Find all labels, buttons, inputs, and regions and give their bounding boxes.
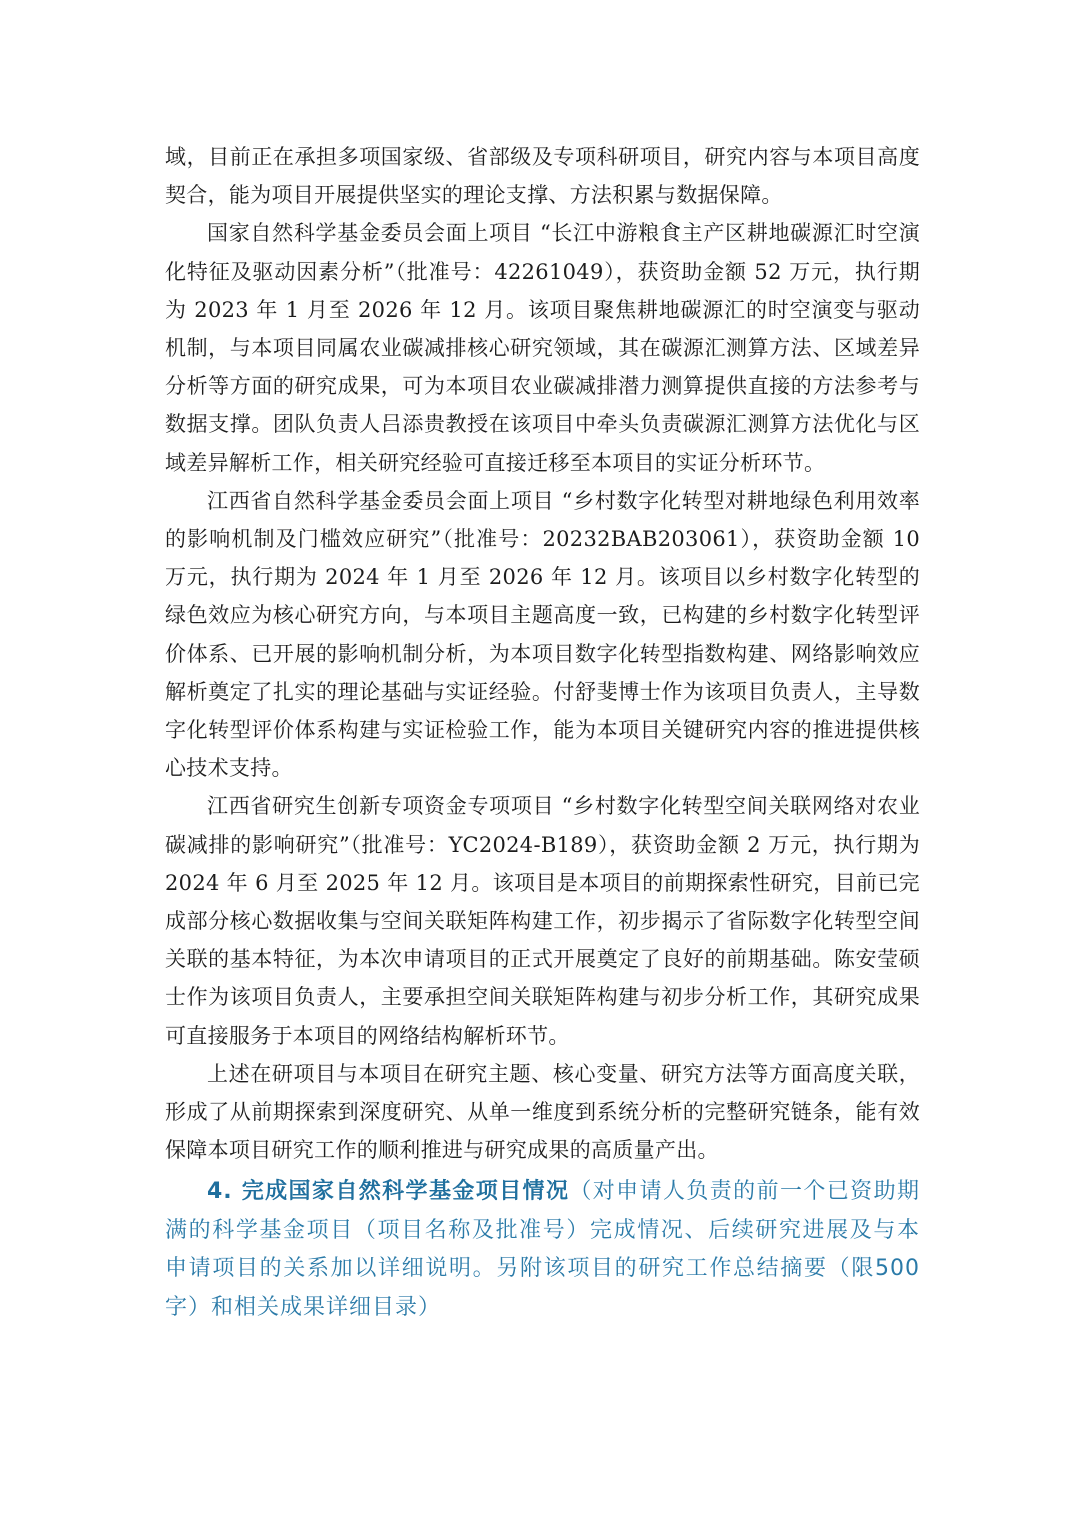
paragraph-continuation: 域，目前正在承担多项国家级、省部级及专项科研项目，研究内容与本项目高度契合，能为项目开展提供坚实的理论支撑、方法积累与数据保障。 [165, 145, 920, 208]
section-4-heading: 4. 完成国家自然科学基金项目情况 [207, 1179, 570, 1205]
paragraph-graduate-innovation-project: 江西省研究生创新专项资金专项项目 “乡村数字化转型空间关联网络对农业碳减排的影响研究”（批准号：YC2024-B189），获资助金额 2 万元，执行期为 2024 年 6 月至 2025 年 12 月。该项目是本项目的前期探索性研究，目前已完成部分核心数据收集与空间关联矩阵构建工作，初步揭示了省际数字化转型空间关联的基本特征，为本次申请项目的正式开展奠定了良好的前期基础。陈安莹硕士作为该项目负责人，主要承担空间关联矩阵构建与初步分析工作，其研究成果可直接服务于本项目的网络结构解析环节。 [165, 794, 920, 1048]
paragraph-summary: 上述在研项目与本项目在研究主题、核心变量、研究方法等方面高度关联，形成了从前期探索到深度研究、从单一维度到系统分析的完整研究链条，能有效保障本项目研究工作的顺利推进与研究成果的高质量产出。 [165, 1061, 920, 1163]
section-4-description: （对申请人负责的前一个已资助期满的科学基金项目（项目名称及批准号）完成情况、后续研究进展及与本申请项目的关系加以详细说明。另附该项目的研究工作总结摘要（限500字）和相关成果详细目录） [165, 1179, 920, 1320]
document-body [165, 138, 920, 1327]
paragraph-jiangxi-nsf-project: 江西省自然科学基金委员会面上项目 “乡村数字化转型对耕地绿色利用效率的影响机制及门槛效应研究”（批准号：20232BAB203061），获资助金额 10 万元，执行期为 2024 年 1 月至 2026 年 12 月。该项目以乡村数字化转型的绿色效应为核心研究方向，与本项目主题高度一致，已构建的乡村数字化转型评价体系、已开展的影响机制分析，为本项目数字化转型指数构建、网络影响效应解析奠定了扎实的理论基础与实证经验。付舒斐博士作为该项目负责人，主导数字化转型评价体系构建与实证检验工作，能为本项目关键研究内容的推进提供核心技术支持。 [165, 488, 920, 781]
paragraph-nsfc-project: 国家自然科学基金委员会面上项目 “长江中游粮食主产区耕地碳源汇时空演化特征及驱动因素分析”（批准号：42261049），获资助金额 52 万元，执行期为 2023 年 1 月至 2026 年 12 月。该项目聚焦耕地碳源汇的时空演变与驱动机制，与本项目同属农业碳减排核心研究领域，其在碳源汇测算方法、区域差异分析等方面的研究成果，可为本项目农业碳减排潜力测算提供直接的方法参考与数据支撑。团队负责人吕添贵教授在该项目中牵头负责碳源汇测算方法优化与区域差异解析工作，相关研究经验可直接迁移至本项目的实证分析环节。 [165, 221, 920, 475]
section-4 [165, 1173, 920, 1327]
